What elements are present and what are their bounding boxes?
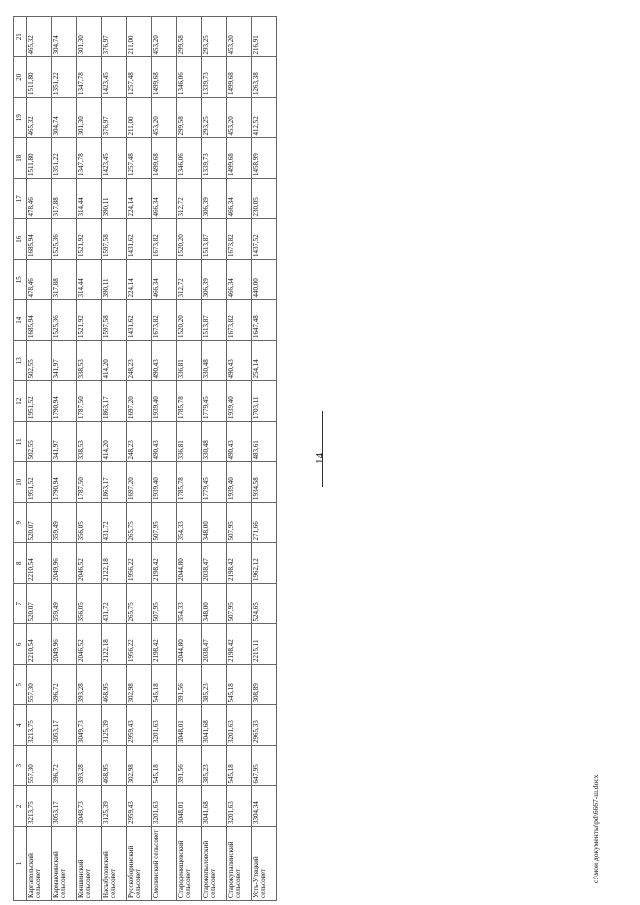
value-cell: 1437,52 — [252, 219, 277, 260]
value-cell: 348,00 — [202, 503, 227, 544]
value-cell: 1511,80 — [27, 138, 52, 179]
value-cell: 466,34 — [152, 260, 177, 301]
value-cell: 1513,87 — [202, 300, 227, 341]
value-cell: 3049,73 — [77, 786, 102, 827]
value-cell: 230,05 — [252, 179, 277, 220]
value-cell: 2049,96 — [52, 624, 77, 665]
value-cell: 1863,17 — [102, 381, 127, 422]
value-cell: 1339,73 — [202, 57, 227, 98]
separator-line — [322, 411, 323, 487]
value-cell: 466,34 — [227, 260, 252, 301]
value-cell: 3201,63 — [227, 786, 252, 827]
value-cell: 312,72 — [177, 260, 202, 301]
table-row — [227, 17, 252, 901]
value-cell: 356,05 — [77, 503, 102, 544]
value-cell: 1431,62 — [127, 219, 152, 260]
value-cell: 1779,45 — [202, 381, 227, 422]
value-cell: 224,14 — [127, 179, 152, 220]
value-cell: 301,30 — [77, 98, 102, 139]
value-cell: 304,74 — [52, 98, 77, 139]
value-cell: 453,20 — [227, 98, 252, 139]
value-cell: 412,52 — [252, 98, 277, 139]
value-cell: 1939,40 — [152, 381, 177, 422]
column-header: 1 — [14, 827, 27, 901]
value-cell: 1673,82 — [152, 219, 177, 260]
value-cell: 338,53 — [77, 341, 102, 382]
value-cell: 1597,58 — [102, 300, 127, 341]
row-name-cell: Насыбуловский сельсовет — [102, 827, 127, 901]
value-cell: 1697,20 — [127, 381, 152, 422]
value-cell: 317,88 — [52, 260, 77, 301]
value-cell: 1787,50 — [77, 381, 102, 422]
value-cell: 3201,63 — [152, 705, 177, 746]
value-cell: 302,98 — [127, 665, 152, 706]
value-cell: 354,33 — [177, 503, 202, 544]
value-cell: 308,89 — [252, 665, 277, 706]
column-header: 2 — [14, 786, 27, 827]
value-cell: 520,07 — [27, 584, 52, 625]
value-cell: 545,18 — [227, 665, 252, 706]
value-cell: 490,43 — [152, 341, 177, 382]
column-header: 11 — [14, 422, 27, 463]
value-cell: 224,14 — [127, 260, 152, 301]
row-name-cell: Смолинский сельсовет — [152, 827, 177, 901]
value-cell: 271,66 — [252, 503, 277, 544]
value-cell: 385,23 — [202, 665, 227, 706]
column-header: 5 — [14, 665, 27, 706]
value-cell: 314,44 — [77, 260, 102, 301]
value-cell: 1520,20 — [177, 219, 202, 260]
value-cell: 1521,92 — [77, 219, 102, 260]
value-cell: 338,53 — [77, 422, 102, 463]
table-row — [127, 17, 152, 901]
value-cell: 2046,52 — [77, 624, 102, 665]
value-cell: 1520,20 — [177, 300, 202, 341]
value-cell: 304,74 — [52, 17, 77, 58]
value-cell: 453,20 — [152, 17, 177, 58]
value-cell: 1263,38 — [252, 57, 277, 98]
value-cell: 1647,48 — [252, 300, 277, 341]
value-cell: 502,55 — [27, 422, 52, 463]
value-cell: 341,97 — [52, 422, 77, 463]
value-cell: 1257,48 — [127, 57, 152, 98]
value-cell: 1956,22 — [127, 624, 152, 665]
value-cell: 3213,75 — [27, 705, 52, 746]
value-cell: 393,28 — [77, 746, 102, 787]
value-cell: 356,05 — [77, 584, 102, 625]
value-cell: 1346,06 — [177, 57, 202, 98]
value-cell: 254,14 — [252, 341, 277, 382]
value-cell: 507,95 — [152, 503, 177, 544]
value-cell: 1956,22 — [127, 543, 152, 584]
value-cell: 2198,42 — [152, 543, 177, 584]
value-cell: 3304,34 — [252, 786, 277, 827]
value-cell: 1790,94 — [52, 462, 77, 503]
value-cell: 354,33 — [177, 584, 202, 625]
value-cell: 1673,82 — [227, 300, 252, 341]
value-cell: 1525,36 — [52, 219, 77, 260]
table-row — [102, 17, 127, 901]
value-cell: 265,75 — [127, 503, 152, 544]
value-cell: 293,25 — [202, 17, 227, 58]
value-cell: 299,58 — [177, 98, 202, 139]
row-name-cell: Каргапольский сельсовет — [27, 827, 52, 901]
value-cell: 1499,68 — [227, 138, 252, 179]
table-row — [152, 17, 177, 901]
value-cell: 1685,94 — [27, 300, 52, 341]
table-row — [77, 17, 102, 901]
value-cell: 1499,68 — [152, 57, 177, 98]
value-cell: 1347,78 — [77, 57, 102, 98]
value-cell: 1863,17 — [102, 462, 127, 503]
value-cell: 2038,47 — [202, 543, 227, 584]
value-cell: 391,56 — [177, 665, 202, 706]
value-cell: 502,55 — [27, 341, 52, 382]
value-cell: 466,34 — [227, 179, 252, 220]
value-cell: 3213,75 — [27, 786, 52, 827]
value-cell: 1673,82 — [152, 300, 177, 341]
value-cell: 248,23 — [127, 341, 152, 382]
value-cell: 465,32 — [27, 98, 52, 139]
value-cell: 390,11 — [102, 179, 127, 220]
value-cell: 1499,68 — [227, 57, 252, 98]
column-header: 4 — [14, 705, 27, 746]
value-cell: 301,30 — [77, 17, 102, 58]
value-cell: 1673,82 — [227, 219, 252, 260]
value-cell: 2210,54 — [27, 624, 52, 665]
value-cell: 1785,78 — [177, 462, 202, 503]
value-cell: 359,49 — [52, 503, 77, 544]
value-cell: 507,95 — [152, 584, 177, 625]
value-cell: 1458,99 — [252, 138, 277, 179]
value-cell: 2122,18 — [102, 543, 127, 584]
value-cell: 330,48 — [202, 422, 227, 463]
value-cell: 1703,11 — [252, 381, 277, 422]
value-cell: 490,43 — [152, 422, 177, 463]
column-header: 14 — [14, 300, 27, 341]
value-cell: 3041,68 — [202, 705, 227, 746]
value-cell: 359,49 — [52, 584, 77, 625]
value-cell: 248,23 — [127, 422, 152, 463]
row-name-cell: Русскоборинский сельсовет — [127, 827, 152, 901]
value-cell: 414,20 — [102, 422, 127, 463]
value-cell: 507,95 — [227, 584, 252, 625]
table-row — [27, 17, 52, 901]
value-cell: 466,34 — [152, 179, 177, 220]
value-cell: 2044,80 — [177, 624, 202, 665]
value-cell: 1685,94 — [27, 219, 52, 260]
value-cell: 1785,78 — [177, 381, 202, 422]
value-cell: 336,81 — [177, 341, 202, 382]
value-cell: 1257,48 — [127, 138, 152, 179]
row-name-cell: Старокупалинский сельсовет — [227, 827, 252, 901]
value-cell: 3053,17 — [52, 786, 77, 827]
value-cell: 314,44 — [77, 179, 102, 220]
value-cell: 557,30 — [27, 665, 52, 706]
value-cell: 2122,18 — [102, 624, 127, 665]
value-cell: 216,91 — [252, 17, 277, 58]
value-cell: 478,46 — [27, 260, 52, 301]
row-name-cell: Коншинский сельсовет — [77, 827, 102, 901]
value-cell: 1951,52 — [27, 381, 52, 422]
value-cell: 3049,73 — [77, 705, 102, 746]
column-header: 10 — [14, 462, 27, 503]
value-cell: 1939,40 — [227, 462, 252, 503]
value-cell: 396,72 — [52, 665, 77, 706]
value-cell: 317,88 — [52, 179, 77, 220]
value-cell: 302,98 — [127, 746, 152, 787]
column-header: 12 — [14, 381, 27, 422]
value-cell: 478,46 — [27, 179, 52, 220]
column-header: 20 — [14, 57, 27, 98]
value-cell: 1790,94 — [52, 381, 77, 422]
value-cell: 2198,42 — [152, 624, 177, 665]
table-row — [177, 17, 202, 901]
table-row — [52, 17, 77, 901]
column-header: 16 — [14, 219, 27, 260]
value-cell: 414,20 — [102, 341, 127, 382]
column-header: 3 — [14, 746, 27, 787]
row-name-cell: Усть-Утяцкий сельсовет — [252, 827, 277, 901]
value-cell: 3125,39 — [102, 705, 127, 746]
column-header: 9 — [14, 503, 27, 544]
value-cell: 1431,62 — [127, 300, 152, 341]
value-cell: 1951,52 — [27, 462, 52, 503]
value-cell: 490,43 — [227, 422, 252, 463]
column-header: 21 — [14, 17, 27, 58]
value-cell: 431,72 — [102, 503, 127, 544]
value-cell: 1511,80 — [27, 57, 52, 98]
footer-file-path: c:\мои документы\pd\6667-ш.docx — [591, 774, 600, 883]
value-cell: 1697,20 — [127, 462, 152, 503]
value-cell: 545,18 — [227, 746, 252, 787]
value-cell: 468,95 — [102, 746, 127, 787]
column-header: 19 — [14, 98, 27, 139]
value-cell: 1939,40 — [227, 381, 252, 422]
value-cell: 1934,58 — [252, 462, 277, 503]
value-cell: 545,18 — [152, 665, 177, 706]
value-cell: 545,18 — [152, 746, 177, 787]
value-cell: 376,97 — [102, 17, 127, 58]
value-cell: 396,72 — [52, 746, 77, 787]
value-cell: 1525,36 — [52, 300, 77, 341]
value-cell: 330,48 — [202, 341, 227, 382]
value-cell: 2210,54 — [27, 543, 52, 584]
column-header: 17 — [14, 179, 27, 220]
value-cell: 2046,52 — [77, 543, 102, 584]
value-cell: 3048,01 — [177, 786, 202, 827]
table-body — [27, 17, 277, 901]
value-cell: 385,23 — [202, 746, 227, 787]
value-cell: 3048,01 — [177, 705, 202, 746]
value-cell: 2215,11 — [252, 624, 277, 665]
value-cell: 306,39 — [202, 179, 227, 220]
value-cell: 431,72 — [102, 584, 127, 625]
row-name-cell: Староденищевский сельсовет — [177, 827, 202, 901]
value-cell: 1597,58 — [102, 219, 127, 260]
value-cell: 1962,12 — [252, 543, 277, 584]
value-cell: 376,97 — [102, 98, 127, 139]
value-cell: 1521,92 — [77, 300, 102, 341]
value-cell: 483,61 — [252, 422, 277, 463]
value-cell: 3201,63 — [227, 705, 252, 746]
value-cell: 453,20 — [152, 98, 177, 139]
value-cell: 1499,68 — [152, 138, 177, 179]
value-cell: 524,65 — [252, 584, 277, 625]
value-cell: 341,97 — [52, 341, 77, 382]
value-cell: 1346,06 — [177, 138, 202, 179]
table-row — [252, 17, 277, 901]
value-cell: 2959,43 — [127, 786, 152, 827]
value-cell: 1939,40 — [152, 462, 177, 503]
value-cell: 1351,22 — [52, 57, 77, 98]
value-cell: 465,32 — [27, 17, 52, 58]
value-cell: 336,81 — [177, 422, 202, 463]
column-header: 18 — [14, 138, 27, 179]
value-cell: 1351,22 — [52, 138, 77, 179]
value-cell: 557,30 — [27, 746, 52, 787]
value-cell: 1339,73 — [202, 138, 227, 179]
value-cell: 2044,80 — [177, 543, 202, 584]
table-row — [202, 17, 227, 901]
value-cell: 490,43 — [227, 341, 252, 382]
value-cell: 2038,47 — [202, 624, 227, 665]
value-cell: 348,00 — [202, 584, 227, 625]
value-cell: 1347,78 — [77, 138, 102, 179]
value-cell: 1423,45 — [102, 57, 127, 98]
value-cell: 312,72 — [177, 179, 202, 220]
value-cell: 1513,87 — [202, 219, 227, 260]
page-number: 14 — [314, 453, 326, 464]
header-row — [14, 17, 27, 901]
value-cell: 3041,68 — [202, 786, 227, 827]
value-cell: 3201,63 — [152, 786, 177, 827]
value-cell: 2959,43 — [127, 705, 152, 746]
value-cell: 3125,39 — [102, 786, 127, 827]
value-cell: 2049,96 — [52, 543, 77, 584]
value-cell: 265,75 — [127, 584, 152, 625]
value-cell: 453,20 — [227, 17, 252, 58]
column-header: 13 — [14, 341, 27, 382]
value-cell: 1779,45 — [202, 462, 227, 503]
column-header: 7 — [14, 584, 27, 625]
value-cell: 520,07 — [27, 503, 52, 544]
value-cell: 306,39 — [202, 260, 227, 301]
value-cell: 2965,33 — [252, 705, 277, 746]
column-header: 8 — [14, 543, 27, 584]
value-cell: 393,28 — [77, 665, 102, 706]
value-cell: 2198,42 — [227, 543, 252, 584]
value-cell: 293,25 — [202, 98, 227, 139]
column-header: 6 — [14, 624, 27, 665]
value-cell: 211,00 — [127, 17, 152, 58]
value-cell: 2198,42 — [227, 624, 252, 665]
data-table — [13, 16, 277, 901]
value-cell: 507,95 — [227, 503, 252, 544]
value-cell: 3053,17 — [52, 705, 77, 746]
value-cell: 391,56 — [177, 746, 202, 787]
value-cell: 299,58 — [177, 17, 202, 58]
value-cell: 468,95 — [102, 665, 127, 706]
value-cell: 1787,50 — [77, 462, 102, 503]
row-name-cell: Кармакчинский сельсовет — [52, 827, 77, 901]
value-cell: 211,00 — [127, 98, 152, 139]
value-cell: 647,95 — [252, 746, 277, 787]
value-cell: 440,00 — [252, 260, 277, 301]
value-cell: 390,11 — [102, 260, 127, 301]
row-name-cell: Старокопыловский сельсовет — [202, 827, 227, 901]
column-header: 15 — [14, 260, 27, 301]
value-cell: 1423,45 — [102, 138, 127, 179]
